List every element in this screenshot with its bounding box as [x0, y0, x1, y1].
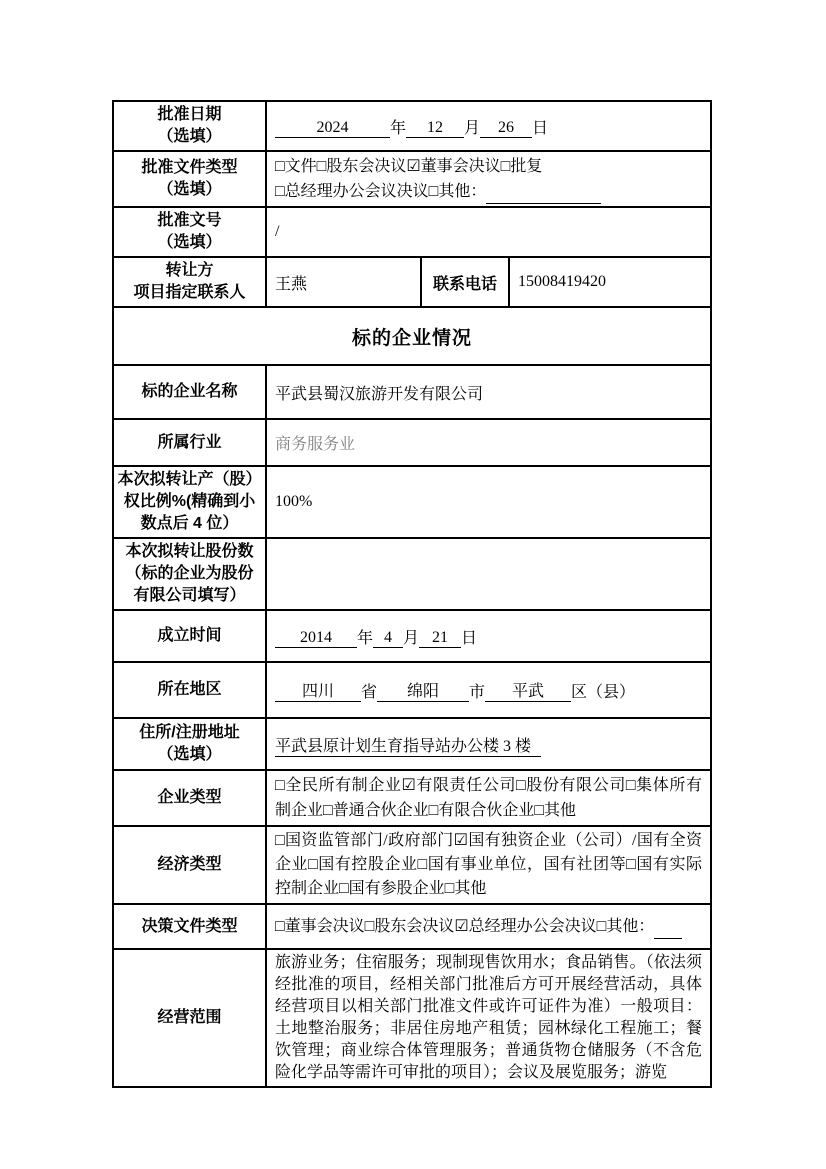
decision-doc-type-label: 决策文件类型: [113, 904, 266, 949]
establish-date-label: 成立时间: [113, 610, 266, 662]
approval-doc-type-label-line2: （选填）: [157, 181, 222, 198]
decision-doc-type-other-blank: [654, 918, 682, 939]
approval-date-month-unit: 月: [464, 119, 481, 137]
approval-date-label-line2: （选填）: [157, 128, 222, 145]
decision-doc-type-options: [275, 914, 702, 939]
approval-date-label: [113, 101, 266, 151]
business-scope-label: 经营范围: [113, 949, 266, 1087]
establish-date-month-unit: 月: [403, 629, 420, 647]
industry-label: 所属行业: [113, 419, 266, 466]
row-approval-date: [113, 101, 711, 151]
approval-date-label-line1: 批准日期: [157, 106, 222, 123]
transfer-form-table: [112, 100, 712, 1088]
transfer-ratio-value: 100%: [266, 466, 711, 538]
row-decision-doc-type: [113, 904, 711, 949]
region-county-unit: 区（县）: [571, 683, 636, 701]
transfer-ratio-label-line3: 数点后 4 位）: [140, 515, 239, 532]
section-title: 标的企业情况: [113, 307, 711, 365]
establish-date-year-unit: 年: [357, 629, 374, 647]
company-name-value: 平武县蜀汉旅游开发有限公司: [266, 365, 711, 419]
share-count-label-line2: （标的企业为股份: [125, 565, 254, 582]
address-value-text: 平武县原计划生育指导站办公楼 3 楼: [275, 738, 541, 757]
establish-date-value: [266, 610, 711, 662]
industry-value: 商务服务业: [266, 419, 711, 466]
address-label-line2: （选填）: [157, 746, 222, 763]
contact-phone-label: 联系电话: [421, 257, 509, 307]
enterprise-type-label: 企业类型: [113, 770, 266, 826]
economic-type-label: 经济类型: [113, 826, 266, 904]
region-county-blank: 平武: [485, 681, 571, 702]
approval-doc-type-options-line1: □文件□股东会决议☑董事会决议□批复: [275, 158, 543, 175]
business-scope-value: [266, 949, 711, 1087]
row-business-scope: [113, 949, 711, 1087]
contact-label-line2: 项目指定联系人: [133, 284, 246, 301]
approval-doc-type-other-blank: [486, 183, 601, 204]
region-province-blank: 四川: [275, 681, 361, 702]
approval-date-year-blank: 2024: [275, 117, 390, 138]
approval-date-value: [266, 101, 711, 151]
row-enterprise-type: [113, 770, 711, 826]
row-economic-type: [113, 826, 711, 904]
region-city-blank: 绵阳: [377, 681, 469, 702]
row-transfer-ratio: [113, 466, 711, 538]
contact-label-line1: 转让方: [165, 262, 214, 279]
decision-doc-type-value: [266, 904, 711, 949]
share-count-value: [266, 538, 711, 610]
approval-number-value: /: [266, 207, 711, 257]
approval-date-year-unit: 年: [390, 119, 407, 137]
row-address: [113, 718, 711, 770]
region-value: [266, 662, 711, 718]
establish-date-year-blank: 2014: [275, 627, 357, 648]
approval-number-label-line1: 批准文号: [157, 212, 222, 229]
approval-doc-type-value: [266, 151, 711, 207]
address-value: [266, 718, 711, 770]
address-label-line1: 住所/注册地址: [139, 724, 240, 741]
approval-date-day-unit: 日: [532, 119, 549, 137]
economic-type-value: [266, 826, 711, 904]
transfer-ratio-label: [113, 466, 266, 538]
approval-doc-type-label: [113, 151, 266, 207]
establish-date-day-blank: 21: [419, 627, 461, 648]
enterprise-type-value: [266, 770, 711, 826]
row-approval-doc-type: [113, 151, 711, 207]
row-share-count: [113, 538, 711, 610]
share-count-label-line3: 有限公司填写）: [133, 587, 246, 604]
business-scope-text: 旅游业务；住宿服务；现制现售饮用水；食品销售。（依法须经批准的项目，经相关部门批准后方可开展经营活动，具体经营项目以相关部门批准文件或许可证件为准）一般项目：土地整治服务；非居住房地产租赁；园林绿化工程施工；餐饮管理；商业综合体管理服务；普通货物仓储服务（不含危险化学品等需许可审批的项目）；会议及展览服务；游览: [275, 954, 702, 1081]
row-section-header: [113, 307, 711, 365]
region-label: 所在地区: [113, 662, 266, 718]
share-count-label: [113, 538, 266, 610]
approval-number-label: [113, 207, 266, 257]
decision-doc-type-options-text: □董事会决议□股东会决议☑总经理办公会决议□其他：: [275, 918, 655, 935]
transfer-ratio-label-line1: 本次拟转让产（股）: [117, 471, 262, 488]
enterprise-type-options: □全民所有制企业☑有限责任公司□股份有限公司□集体所有制企业□普通合伙企业□有限合伙企业□其他: [275, 777, 702, 819]
establish-date-month-blank: 4: [373, 627, 403, 648]
transfer-ratio-label-line2: 权比例%(精确到小: [123, 493, 256, 510]
company-name-label: 标的企业名称: [113, 365, 266, 419]
economic-type-options: □国资监管部门/政府部门☑国有独资企业（公司）/国有全资企业□国有控股企业□国有事业单位，国有社团等□国有实际控制企业□国有参股企业□其他: [275, 832, 702, 897]
approval-doc-type-options-line2-text: □总经理办公会议决议□其他：: [275, 183, 487, 200]
establish-date-day-unit: 日: [461, 629, 478, 647]
approval-number-label-line2: （选填）: [157, 234, 222, 251]
row-company-name: [113, 365, 711, 419]
approval-doc-type-options-line2: [275, 179, 702, 204]
approval-doc-type-label-line1: 批准文件类型: [141, 159, 238, 176]
approval-date-month-blank: 12: [406, 117, 464, 138]
approval-date-day-blank: 26: [480, 117, 532, 138]
row-contact: [113, 257, 711, 307]
share-count-label-line1: 本次拟转让股份数: [125, 543, 254, 560]
contact-label: [113, 257, 266, 307]
row-establish-date: [113, 610, 711, 662]
row-region: [113, 662, 711, 718]
contact-name-value: 王燕: [266, 257, 421, 307]
row-industry: [113, 419, 711, 466]
contact-phone-value: 15008419420: [509, 257, 711, 307]
address-label: [113, 718, 266, 770]
region-city-unit: 市: [469, 683, 486, 701]
region-province-unit: 省: [361, 683, 378, 701]
row-approval-number: [113, 207, 711, 257]
